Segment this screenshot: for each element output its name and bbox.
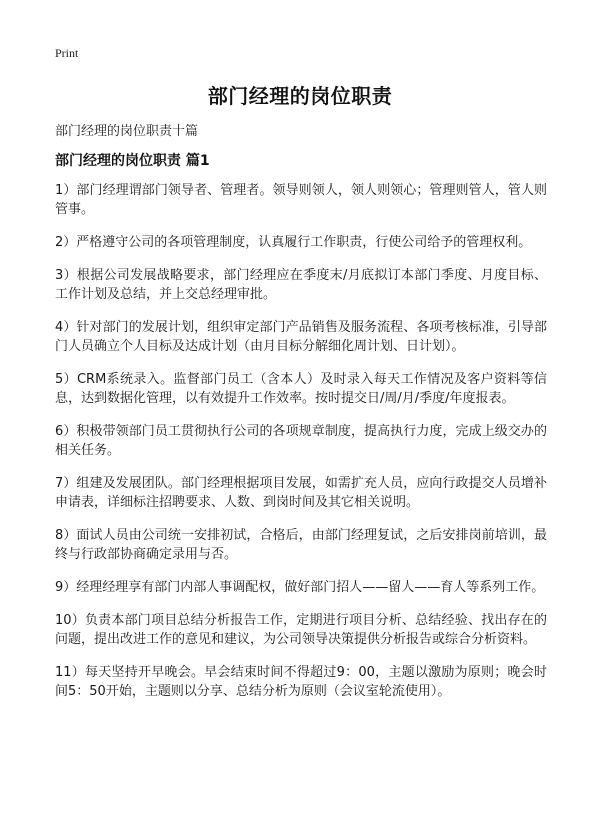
duty-item-3: 3）根据公司发展战略要求，部门经理应在季度末/月底拟订本部门季度、月度目标、工作计划及总结，并上交总经理审批。 (55, 268, 547, 302)
duty-item-2: 2）严格遵守公司的各项管理制度，认真履行工作职责，行使公司给予的管理权利。 (55, 235, 532, 250)
document-title: 部门经理的岗位职责 (207, 84, 393, 108)
duty-item-4: 4）针对部门的发展计划，组织审定部门产品销售及服务流程、各项考核标准，引导部门人员确立个人目标及达成计划（由月目标分解细化周计划、日计划）。 (55, 320, 547, 354)
duty-item-10: 10）负责本部门项目总结分析报告工作，定期进行项目分析、总结经验、找出存在的问题，提出改进工作的意见和建议，为公司领导决策提供分析报告或综合分析资料。 (55, 613, 547, 647)
duty-item-7: 7）组建及发展团队。部门经理根据项目发展，如需扩充人员，应向行政提交人员增补申请表，详细标注招聘要求、人数、到岗时间及其它相关说明。 (55, 476, 547, 510)
document-subtitle: 部门经理的岗位职责十篇 (55, 124, 199, 139)
print-label: Print (55, 46, 79, 60)
duty-item-6: 6）积极带领部门员工贯彻执行公司的各项规章制度，提高执行力度，完成上级交办的相关任务。 (55, 424, 547, 458)
duty-item-8: 8）面试人员由公司统一安排初试，合格后，由部门经理复试，之后安排岗前培训，最终与行政部协商确定录用与否。 (55, 528, 547, 562)
duty-item-5: 5）CRM系统录入。监督部门员工（含本人）及时录入每天工作情况及客户资料等信息，达到数据化管理，以有效提升工作效率。按时提交日/周/月/季度/年度报表。 (55, 372, 547, 406)
duty-item-11: 11）每天坚持开早晚会。早会结束时间不得超过9：00，主题以激励为原则；晚会时间5：50开始，主题则以分享、总结分析为原则（会议室轮流使用）。 (55, 665, 547, 699)
duty-list (55, 181, 547, 715)
duty-item-9: 9）经理经理享有部门内部人事调配权，做好部门招人——留人——育人等系列工作。 (55, 580, 545, 595)
duty-item-1: 1）部门经理谓部门领导者、管理者。领导则领人，领人则领心；管理则管人，管人则管事。 (55, 183, 547, 217)
section-heading: 部门经理的岗位职责 篇1 (55, 153, 210, 169)
